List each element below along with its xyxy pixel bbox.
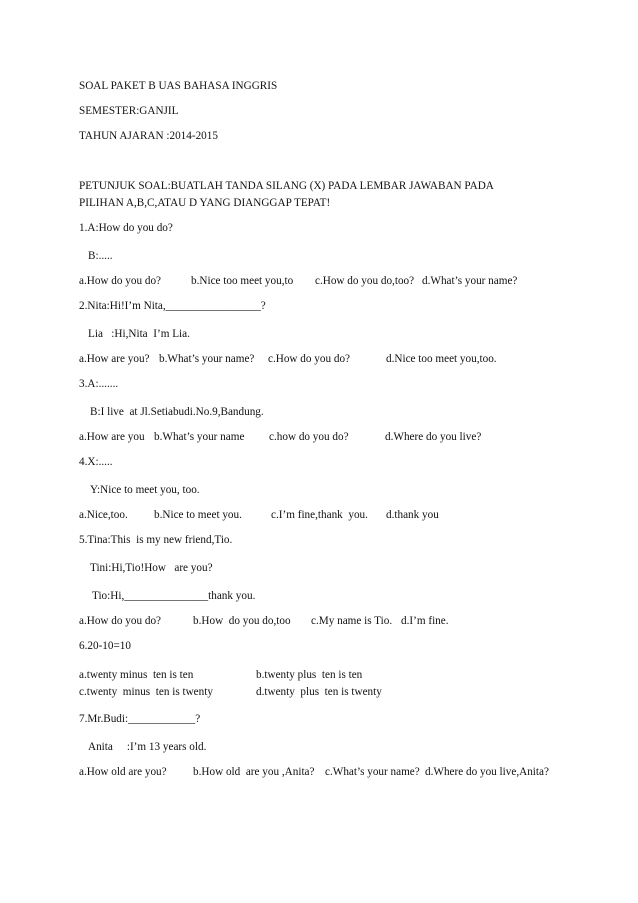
question-7-option-a: a.How old are you? (79, 766, 167, 778)
question-3-option-d: d.Where do you live? (385, 431, 482, 443)
question-6-option-a: a.twenty minus ten is ten (79, 669, 194, 681)
instructions-line-1: PETUNJUK SOAL:BUATLAH TANDA SILANG (X) PADA LEMBAR JAWABAN PADA (79, 180, 494, 192)
question-4-option-d: d.thank you (386, 509, 439, 521)
document-title: SOAL PAKET B UAS BAHASA INGGRIS (79, 80, 278, 92)
question-3-reply: B:I live at Jl.Setiabudi.No.9,Bandung. (90, 406, 264, 418)
question-2-prompt: 2.Nita:Hi!I’m Nita,_________________? (79, 300, 266, 312)
question-5-prompt: 5.Tina:This is my new friend,Tio. (79, 534, 233, 546)
semester-line: SEMESTER:GANJIL (79, 105, 179, 117)
question-2-reply: Lia :Hi,Nita I’m Lia. (88, 328, 190, 340)
question-6-option-b: b.twenty plus ten is ten (256, 669, 363, 681)
question-1-option-d: d.What’s your name? (422, 275, 518, 287)
question-6-prompt: 6.20-10=10 (79, 640, 131, 652)
question-1-reply: B:..... (88, 250, 113, 262)
school-year-line: TAHUN AJARAN :2014-2015 (79, 130, 218, 142)
question-3-option-a: a.How are you (79, 431, 145, 443)
question-5-option-c: c.My name is Tio. (311, 615, 393, 627)
question-7-option-b: b.How old are you ,Anita? (193, 766, 315, 778)
question-2-option-b: b.What’s your name? (159, 353, 255, 365)
question-2-option-d: d.Nice too meet you,too. (386, 353, 497, 365)
instructions-line-2: PILIHAN A,B,C,ATAU D YANG DIANGGAP TEPAT! (79, 197, 331, 209)
question-1-option-a: a.How do you do? (79, 275, 162, 287)
question-5-reply-1: Tini:Hi,Tio!How are you? (90, 562, 213, 574)
question-5-option-b: b.How do you do,too (193, 615, 291, 627)
question-3-prompt: 3.A:....... (79, 378, 119, 390)
question-7-option-d: d.Where do you live,Anita? (425, 766, 549, 778)
question-3-option-c: c.how do you do? (269, 431, 349, 443)
question-5-option-a: a.How do you do? (79, 615, 162, 627)
question-5-reply-2: Tio:Hi,_______________thank you. (92, 590, 256, 602)
question-4-option-a: a.Nice,too. (79, 509, 128, 521)
question-5-option-d: d.I’m fine. (401, 615, 449, 627)
question-4-reply: Y:Nice to meet you, too. (90, 484, 200, 496)
question-4-option-c: c.I’m fine,thank you. (271, 509, 368, 521)
question-7-prompt: 7.Mr.Budi:____________? (79, 713, 201, 725)
question-4-prompt: 4.X:..... (79, 456, 113, 468)
question-4-option-b: b.Nice to meet you. (154, 509, 242, 521)
question-7-option-c: c.What’s your name? (325, 766, 420, 778)
question-6-option-d: d.twenty plus ten is twenty (256, 686, 382, 698)
question-7-reply: Anita :I’m 13 years old. (88, 741, 207, 753)
question-6-option-c: c.twenty minus ten is twenty (79, 686, 213, 698)
question-1-option-b: b.Nice too meet you,to (191, 275, 294, 287)
question-1-prompt: 1.A:How do you do? (79, 222, 173, 234)
question-2-option-a: a.How are you? (79, 353, 150, 365)
question-1-option-c: c.How do you do,too? (315, 275, 415, 287)
question-3-option-b: b.What’s your name (154, 431, 245, 443)
question-2-option-c: c.How do you do? (268, 353, 351, 365)
